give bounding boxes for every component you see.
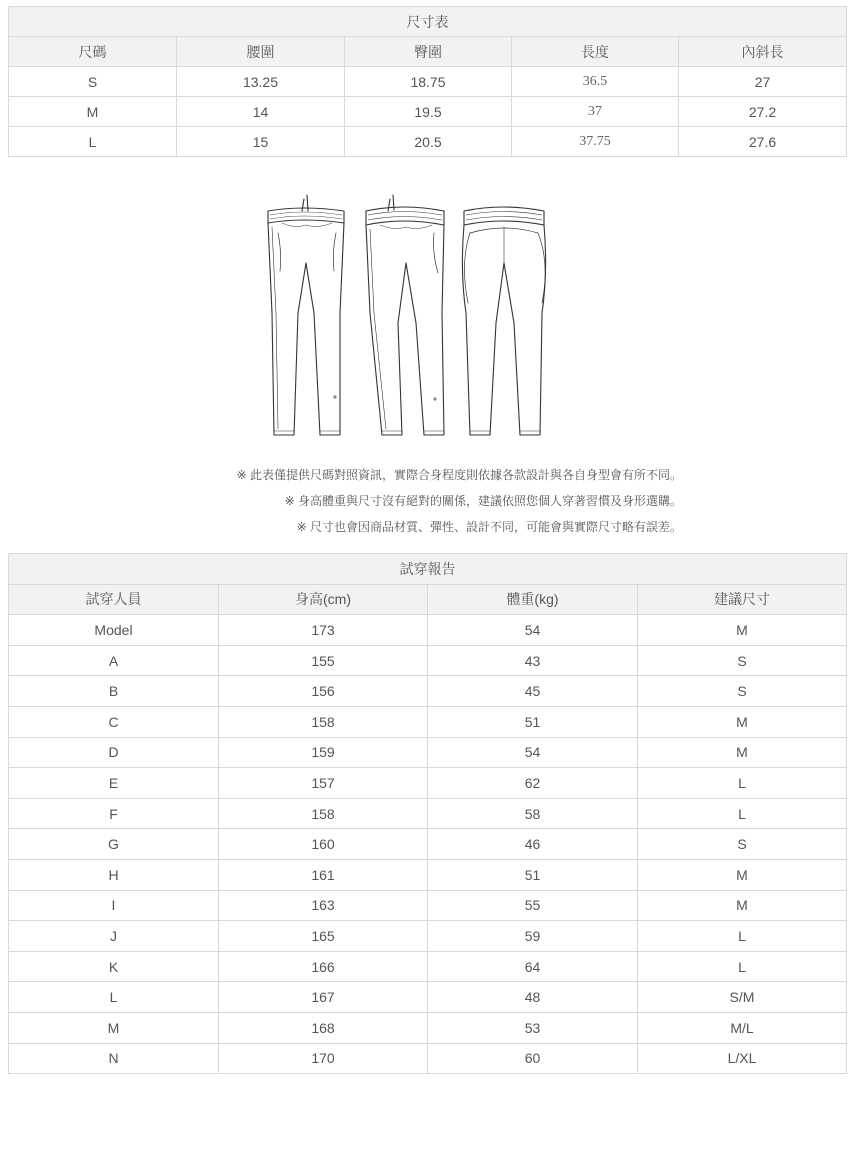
table-row [9, 982, 847, 1013]
table-row [9, 1043, 847, 1074]
height-cell: 158 [219, 798, 428, 829]
table-row [9, 676, 847, 707]
table-row [9, 829, 847, 860]
table-row [9, 127, 847, 157]
waist-cell: 14 [177, 97, 345, 127]
height-cell: 165 [219, 921, 428, 952]
recommended-size-cell: M [638, 890, 847, 921]
height-cell: 161 [219, 859, 428, 890]
note-text: ※ 尺寸也會因商品材質、彈性、設計不同，可能會與實際尺寸略有誤差。 [296, 520, 682, 534]
hip-cell: 18.75 [345, 67, 512, 97]
pants-diagram-icon [258, 193, 558, 443]
recommended-size-cell: L [638, 798, 847, 829]
recommended-size-cell: M [638, 706, 847, 737]
recommended-size-cell: L [638, 951, 847, 982]
weight-cell: 54 [428, 615, 638, 646]
fit-table-header-row [9, 584, 847, 615]
weight-cell: 51 [428, 706, 638, 737]
weight-cell: 58 [428, 798, 638, 829]
recommended-size-cell: L/XL [638, 1043, 847, 1074]
recommended-size-cell: M [638, 737, 847, 768]
table-row [9, 798, 847, 829]
weight-cell: 59 [428, 921, 638, 952]
size-table-header-row [9, 37, 847, 67]
height-cell: 156 [219, 676, 428, 707]
recommended-size-cell: S [638, 829, 847, 860]
note-text: ※ 此表僅提供尺碼對照資訊，實際合身程度則依據各款設計與各自身型會有所不同。 [236, 468, 682, 482]
table-row [9, 615, 847, 646]
recommended-size-cell: S [638, 676, 847, 707]
height-cell: 160 [219, 829, 428, 860]
column-header: 內斜長 [679, 37, 847, 67]
weight-cell: 53 [428, 1012, 638, 1043]
recommended-size-cell: L [638, 921, 847, 952]
size-cell: S [9, 67, 177, 97]
length-cell: 36.5 [512, 67, 679, 97]
table-row [9, 890, 847, 921]
table-row [9, 951, 847, 982]
recommended-size-cell: L [638, 768, 847, 799]
waist-cell: 15 [177, 127, 345, 157]
tester-cell: E [9, 768, 219, 799]
size-cell: L [9, 127, 177, 157]
weight-cell: 43 [428, 645, 638, 676]
height-cell: 167 [219, 982, 428, 1013]
table-row [9, 859, 847, 890]
height-cell: 168 [219, 1012, 428, 1043]
size-notes [2, 462, 682, 540]
weight-cell: 45 [428, 676, 638, 707]
inseam-cell: 27.2 [679, 97, 847, 127]
height-cell: 173 [219, 615, 428, 646]
inseam-cell: 27 [679, 67, 847, 97]
hip-cell: 20.5 [345, 127, 512, 157]
tester-cell: A [9, 645, 219, 676]
height-cell: 163 [219, 890, 428, 921]
size-table-title-row [9, 7, 847, 37]
tester-cell: I [9, 890, 219, 921]
column-header: 體重(kg) [428, 584, 638, 615]
height-cell: 155 [219, 645, 428, 676]
fit-table-title: 試穿報告 [9, 554, 847, 585]
fit-table-body [9, 615, 847, 1074]
tester-cell: C [9, 706, 219, 737]
tester-cell: N [9, 1043, 219, 1074]
note-text: ※ 身高體重與尺寸沒有絕對的關係，建議依照您個人穿著習慣及身形選購。 [284, 494, 682, 508]
table-row [9, 645, 847, 676]
fit-table-title-row [9, 554, 847, 585]
weight-cell: 62 [428, 768, 638, 799]
weight-cell: 51 [428, 859, 638, 890]
table-row [9, 67, 847, 97]
column-header: 身高(cm) [219, 584, 428, 615]
tester-cell: L [9, 982, 219, 1013]
height-cell: 158 [219, 706, 428, 737]
fit-report-table [8, 553, 847, 1074]
weight-cell: 55 [428, 890, 638, 921]
table-row [9, 921, 847, 952]
tester-cell: Model [9, 615, 219, 646]
tester-cell: G [9, 829, 219, 860]
waist-cell: 13.25 [177, 67, 345, 97]
weight-cell: 54 [428, 737, 638, 768]
height-cell: 170 [219, 1043, 428, 1074]
table-row [9, 706, 847, 737]
tester-cell: K [9, 951, 219, 982]
recommended-size-cell: M [638, 859, 847, 890]
table-row [9, 768, 847, 799]
size-table-title: 尺寸表 [9, 7, 847, 37]
height-cell: 157 [219, 768, 428, 799]
weight-cell: 48 [428, 982, 638, 1013]
length-cell: 37.75 [512, 127, 679, 157]
recommended-size-cell: S [638, 645, 847, 676]
pants-back-icon [462, 207, 545, 435]
column-header: 尺碼 [9, 37, 177, 67]
size-cell: M [9, 97, 177, 127]
column-header: 腰圍 [177, 37, 345, 67]
recommended-size-cell: M/L [638, 1012, 847, 1043]
tester-cell: J [9, 921, 219, 952]
column-header: 臀圍 [345, 37, 512, 67]
length-cell: 37 [512, 97, 679, 127]
size-table [8, 6, 847, 157]
hip-cell: 19.5 [345, 97, 512, 127]
column-header: 試穿人員 [9, 584, 219, 615]
recommended-size-cell: S/M [638, 982, 847, 1013]
weight-cell: 60 [428, 1043, 638, 1074]
height-cell: 166 [219, 951, 428, 982]
table-row [9, 97, 847, 127]
table-row [9, 737, 847, 768]
tester-cell: D [9, 737, 219, 768]
recommended-size-cell: M [638, 615, 847, 646]
tester-cell: B [9, 676, 219, 707]
column-header: 建議尺寸 [638, 584, 847, 615]
column-header: 長度 [512, 37, 679, 67]
tester-cell: H [9, 859, 219, 890]
weight-cell: 64 [428, 951, 638, 982]
pants-front-icon [268, 195, 344, 435]
weight-cell: 46 [428, 829, 638, 860]
table-row [9, 1012, 847, 1043]
height-cell: 159 [219, 737, 428, 768]
tester-cell: F [9, 798, 219, 829]
inseam-cell: 27.6 [679, 127, 847, 157]
pants-side-icon [366, 195, 444, 435]
tester-cell: M [9, 1012, 219, 1043]
